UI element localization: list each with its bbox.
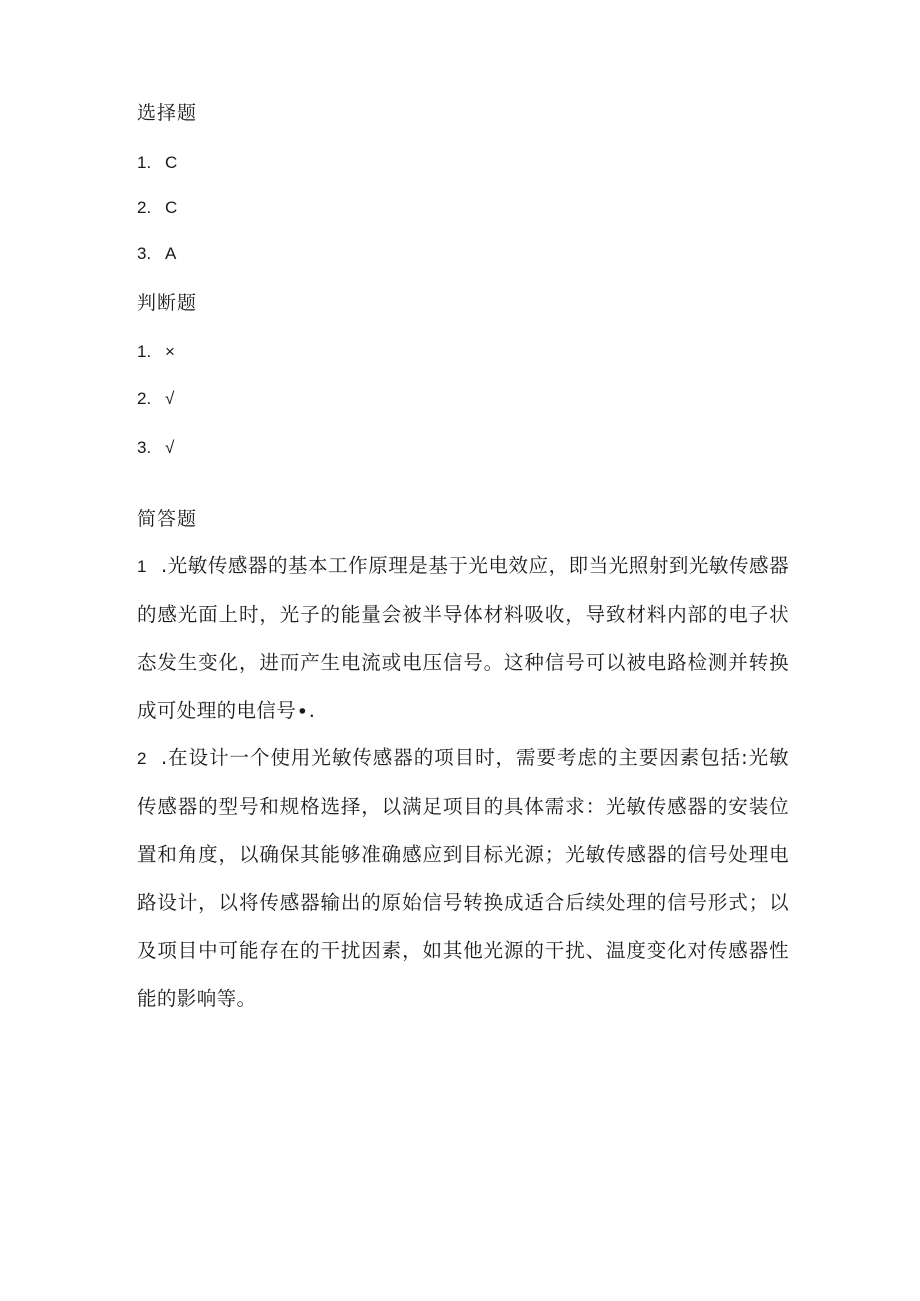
judge-answer-value: √ — [165, 438, 175, 457]
choice-answer-value: C — [165, 198, 178, 217]
short-answer-2 — [137, 734, 789, 1023]
short-answer-text: .在设计一个使用光敏传感器的项目时，需要考虑的主要因素包括:光敏传感器的型号和规格选择，以满足项目的具体需求：光敏传感器的安装位置和角度，以确保其能够准确感应到目标光源；光敏传感器的信号处理电路设计，以将传感器输出的原始信号转换成适合后续处理的信号形式；以及项目中可能存在的干扰因素，如其他光源的干扰、温度变化对传感器性能的影响等。 — [137, 746, 789, 1010]
choice-answer-1 — [137, 151, 177, 175]
judge-answer-number: 2. — [137, 389, 152, 408]
choice-answer-value: C — [165, 153, 178, 172]
section-title-choice: 选择题 — [137, 102, 198, 124]
choice-answer-number: 1. — [137, 153, 152, 172]
judge-answer-number: 3. — [137, 438, 152, 457]
short-answer-number: 2 — [137, 749, 147, 768]
short-answer-text: .光敏传感器的基本工作原理是基于光电效应，即当光照射到光敏传感器的感光面上时，光子的能量会被半导体材料吸收，导致材料内部的电子状态发生变化，进而产生电流或电压信号。这种信号可以被电路检测并转换成可处理的电信号∙. — [137, 554, 789, 722]
short-answer-1 — [137, 542, 789, 735]
judge-answer-2 — [137, 387, 174, 411]
judge-answer-value: √ — [165, 389, 175, 408]
choice-answer-number: 3. — [137, 244, 152, 263]
choice-answer-3 — [137, 242, 176, 266]
judge-answer-value: × — [165, 342, 175, 361]
judge-answer-number: 1. — [137, 342, 152, 361]
judge-answer-1 — [137, 340, 175, 364]
judge-answer-3 — [137, 436, 174, 460]
choice-answer-value: A — [165, 244, 177, 263]
choice-answer-2 — [137, 196, 177, 220]
section-title-short: 简答题 — [137, 508, 198, 530]
choice-answer-number: 2. — [137, 198, 152, 217]
section-title-judge: 判断题 — [137, 292, 198, 314]
short-answer-number: 1 — [137, 557, 147, 576]
